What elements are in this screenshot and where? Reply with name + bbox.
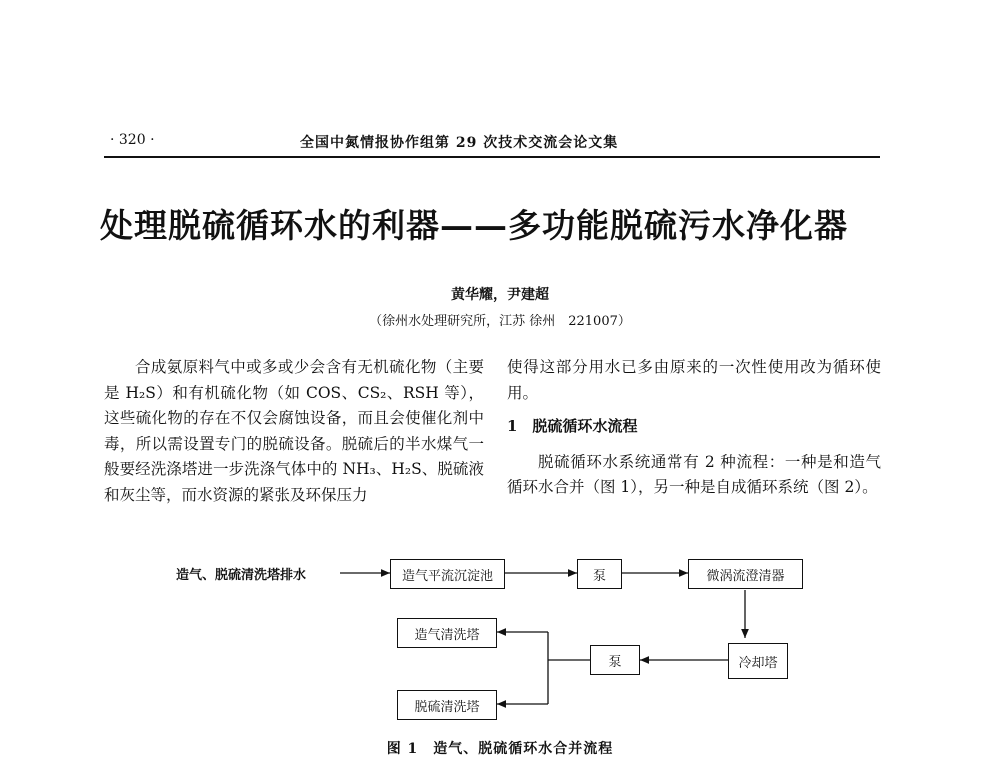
article-title: 处理脱硫循环水的利器——多功能脱硫污水净化器 <box>100 206 848 245</box>
figure-caption: 图 1 造气、脱硫循环水合并流程 <box>386 741 614 757</box>
affiliation: （徐州水处理研究所，江苏 徐州 221007） <box>369 314 631 329</box>
intro-paragraph: 合成氨原料气中或多或少会含有无机硫化物（主要是 H₂S）和有机硫化物（如 COS、CS₂、RSH 等），这些硫化物的存在不仅会腐蚀设备，而且会使催化剂中毒，所以需设置专门的脱硫设备。脱硫后的半水煤气一般要经洗涤塔进一步洗涤气体中的 NH₃、H₂S、脱硫液和灰尘等，而水资源的紧张及环保压力 <box>104 358 484 504</box>
section-heading: 1 脱硫循环水流程 <box>507 417 638 435</box>
running-title: 全国中氮情报协作组第 29 次技术交流会论文集 <box>300 135 619 151</box>
running-header <box>104 126 880 160</box>
flow-diagram <box>0 556 1000 736</box>
authors: 黄华耀，尹建超 <box>451 287 549 303</box>
pump-top-box: 泵 <box>577 559 622 589</box>
page-number: · 320 · <box>110 132 155 148</box>
right-column <box>507 355 881 501</box>
continuation-paragraph: 使得这部分用水已多由原来的一次性使用改为循环使用。 <box>507 358 881 402</box>
clarifier-box: 微涡流澄清器 <box>688 559 803 589</box>
left-column <box>104 355 484 508</box>
cooling-tower-box: 冷却塔 <box>728 643 788 679</box>
source-label: 造气、脱硫清洗塔排水 <box>176 568 307 583</box>
section-paragraph: 脱硫循环水系统通常有 2 种流程：一种是和造气循环水合并（图 1），另一种是自成循环系统（图 2）。 <box>507 452 881 496</box>
gasification-washer-box: 造气清洗塔 <box>397 618 497 648</box>
header-rule <box>104 156 880 158</box>
settling-tank-box: 造气平流沉淀池 <box>390 559 505 589</box>
pump-bottom-box: 泵 <box>590 645 640 675</box>
desulfurization-washer-box: 脱硫清洗塔 <box>397 690 497 720</box>
